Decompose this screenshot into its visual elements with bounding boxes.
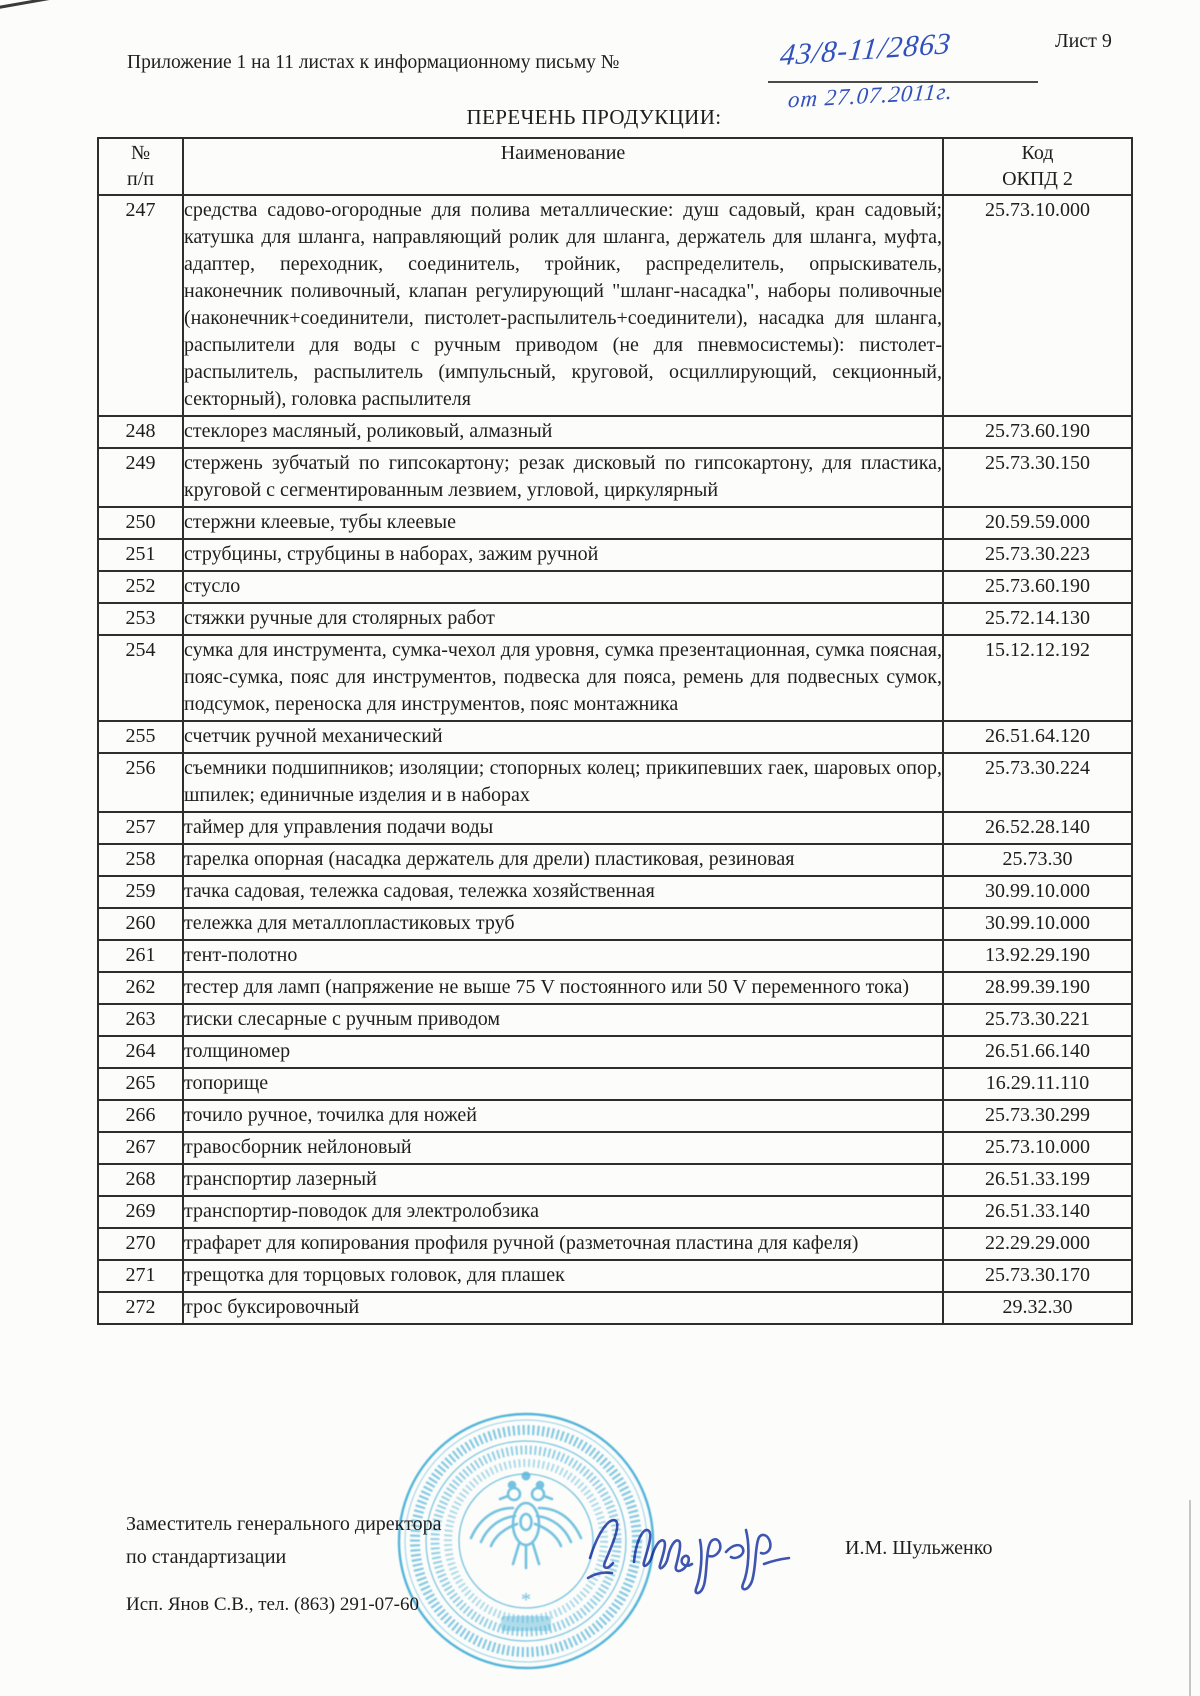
table-row (98, 1260, 1132, 1292)
cell-code: 13.92.29.190 (943, 940, 1132, 972)
cell-code: 16.29.11.110 (943, 1068, 1132, 1100)
executor-contact: Исп. Янов С.В., тел. (863) 291-07-60 (126, 1594, 420, 1615)
handwritten-date: от 27.07.2011г. (787, 78, 955, 113)
cell-num: 266 (98, 1100, 183, 1132)
cell-num: 255 (98, 721, 183, 753)
cell-code: 30.99.10.000 (943, 876, 1132, 908)
cell-code: 25.73.60.190 (943, 416, 1132, 448)
column-header-name (183, 138, 943, 195)
cell-num: 250 (98, 507, 183, 539)
cell-name: счетчик ручной механический (183, 721, 943, 753)
signer-name: И.М. Шульженко (845, 1537, 993, 1559)
column-header-num-line2: п/п (127, 168, 154, 190)
table-row (98, 908, 1132, 940)
table-row (98, 1100, 1132, 1132)
signature (578, 1492, 793, 1600)
table-row (98, 539, 1132, 571)
table-row (98, 1004, 1132, 1036)
table-header-row (98, 138, 1132, 195)
cell-num: 257 (98, 812, 183, 844)
table-row (98, 876, 1132, 908)
cell-name: сумка для инструмента, сумка-чехол для уровня, сумка презентационная, сумка поясная, пояс-сумка, пояс для инструментов, подвеска для пояса, ремень для подвесных сумок, подсумок, переноска для инструментов, пояс монтажника (183, 635, 943, 721)
cell-name: стяжки ручные для столярных работ (183, 603, 943, 635)
eagle-emblem (471, 1473, 581, 1568)
cell-code: 25.73.30.221 (943, 1004, 1132, 1036)
cell-code: 25.73.60.190 (943, 571, 1132, 603)
table-row (98, 195, 1132, 416)
cell-name: стеклорез масляный, роликовый, алмазный (183, 416, 943, 448)
cell-num: 252 (98, 571, 183, 603)
cell-name: стержни клеевые, тубы клеевые (183, 507, 943, 539)
cell-name: средства садово-огородные для полива металлические: душ садовый, кран садовый; катушка для шланга, направляющий ролик для шланга, держатель для шланга, муфта, адаптер, переходник, соединитель, тройник, распределитель, опрыскиватель, наконечник поливочный, клапан регулирующий "шланг-насадка", наборы поливочные (наконечник+соединители, пистолет-распылитель+соединители), насадка для шланга, распылители для воды с ручным приводом (не для пневмосистемы): пистолет-распылитель, распылитель (импульсный, круговой, осциллирующий, секционный, секторный), головка распылителя (183, 195, 943, 416)
table-row (98, 972, 1132, 1004)
product-table (97, 137, 1133, 1325)
table-row (98, 603, 1132, 635)
cell-code: 25.73.30.299 (943, 1100, 1132, 1132)
cell-code: 20.59.59.000 (943, 507, 1132, 539)
table-row (98, 416, 1132, 448)
table-row (98, 844, 1132, 876)
cell-name: травосборник нейлоновый (183, 1132, 943, 1164)
table-row (98, 1228, 1132, 1260)
signer-position-line2: по стандартизации (126, 1546, 287, 1568)
table-row (98, 507, 1132, 539)
table-row (98, 448, 1132, 507)
cell-num: 254 (98, 635, 183, 721)
table-row (98, 940, 1132, 972)
cell-name: стержень зубчатый по гипсокартону; резак дисковый по гипсокартону, для пластика, круговой с сегментированным лезвием, угловой, циркулярный (183, 448, 943, 507)
cell-num: 270 (98, 1228, 183, 1260)
table-row (98, 1068, 1132, 1100)
cell-code: 15.12.12.192 (943, 635, 1132, 721)
table-row (98, 753, 1132, 812)
table-row (98, 635, 1132, 721)
cell-num: 258 (98, 844, 183, 876)
cell-name: трос буксировочный (183, 1292, 943, 1324)
cell-name: тачка садовая, тележка садовая, тележка хозяйственная (183, 876, 943, 908)
cell-code: 25.73.30 (943, 844, 1132, 876)
cell-name: тележка для металлопластиковых труб (183, 908, 943, 940)
cell-name: таймер для управления подачи воды (183, 812, 943, 844)
table-row (98, 571, 1132, 603)
cell-code: 26.51.33.140 (943, 1196, 1132, 1228)
table-row (98, 1196, 1132, 1228)
handwritten-letter-number: 43/8-11/2863 (778, 26, 954, 73)
cell-name: трещотка для торцовых головок, для плашек (183, 1260, 943, 1292)
cell-code: 25.72.14.130 (943, 603, 1132, 635)
cell-code: 29.32.30 (943, 1292, 1132, 1324)
sheet-number: Лист 9 (1055, 30, 1112, 52)
cell-name: тестер для ламп (напряжение не выше 75 V постоянного или 50 V переменного тока) (183, 972, 943, 1004)
cell-code: 26.52.28.140 (943, 812, 1132, 844)
cell-num: 267 (98, 1132, 183, 1164)
table-row (98, 812, 1132, 844)
cell-code: 22.29.29.000 (943, 1228, 1132, 1260)
appendix-header-line: Приложение 1 на 11 листах к информационному письму № (127, 52, 620, 73)
cell-name: тиски слесарные с ручным приводом (183, 1004, 943, 1036)
cell-name: съемники подшипников; изоляции; стопорных колец; прикипевших гаек, шаровых опор, шпилек; единичные изделия и в наборах (183, 753, 943, 812)
svg-text:*: * (521, 1589, 531, 1611)
cell-num: 263 (98, 1004, 183, 1036)
cell-num: 261 (98, 940, 183, 972)
cell-code: 25.73.10.000 (943, 195, 1132, 416)
cell-code: 25.73.10.000 (943, 1132, 1132, 1164)
cell-num: 262 (98, 972, 183, 1004)
scan-artifact-corner (0, 0, 50, 10)
cell-num: 260 (98, 908, 183, 940)
column-header-num (98, 138, 183, 195)
cell-num: 272 (98, 1292, 183, 1324)
cell-code: 26.51.64.120 (943, 721, 1132, 753)
column-header-code-line1: Код (1021, 142, 1054, 164)
cell-num: 265 (98, 1068, 183, 1100)
column-header-code (943, 138, 1132, 195)
cell-code: 25.73.30.224 (943, 753, 1132, 812)
cell-name: тарелка опорная (насадка держатель для дрели) пластиковая, резиновая (183, 844, 943, 876)
cell-name: транспортир-поводок для электролобзика (183, 1196, 943, 1228)
table-row (98, 1132, 1132, 1164)
table-row (98, 1036, 1132, 1068)
column-header-num-line1: № (130, 142, 151, 164)
column-header-code-line2: ОКПД 2 (1002, 168, 1073, 190)
cell-name: точило ручное, точилка для ножей (183, 1100, 943, 1132)
column-header-name-label: Наименование (500, 142, 626, 164)
cell-name: толщиномер (183, 1036, 943, 1068)
cell-name: транспортир лазерный (183, 1164, 943, 1196)
table-row (98, 721, 1132, 753)
cell-name: трафарет для копирования профиля ручной (разметочная пластина для кафеля) (183, 1228, 943, 1260)
cell-num: 247 (98, 195, 183, 416)
cell-num: 249 (98, 448, 183, 507)
cell-name: струбцины, струбцины в наборах, зажим ручной (183, 539, 943, 571)
signer-position-line1: Заместитель генерального директора (126, 1513, 442, 1535)
cell-name: тент-полотно (183, 940, 943, 972)
cell-num: 264 (98, 1036, 183, 1068)
table-row (98, 1292, 1132, 1324)
cell-code: 26.51.66.140 (943, 1036, 1132, 1068)
cell-num: 259 (98, 876, 183, 908)
cell-code: 26.51.33.199 (943, 1164, 1132, 1196)
document-title: ПЕРЕЧЕНЬ ПРОДУКЦИИ: (466, 105, 722, 129)
cell-name: топорище (183, 1068, 943, 1100)
cell-num: 268 (98, 1164, 183, 1196)
scan-artifact-right-edge (1189, 1500, 1191, 1696)
cell-name: стусло (183, 571, 943, 603)
cell-code: 25.73.30.223 (943, 539, 1132, 571)
cell-num: 253 (98, 603, 183, 635)
cell-code: 30.99.10.000 (943, 908, 1132, 940)
table-row (98, 1164, 1132, 1196)
cell-code: 28.99.39.190 (943, 972, 1132, 1004)
cell-num: 256 (98, 753, 183, 812)
product-table-body (98, 195, 1132, 1324)
cell-code: 25.73.30.170 (943, 1260, 1132, 1292)
cell-code: 25.73.30.150 (943, 448, 1132, 507)
cell-num: 269 (98, 1196, 183, 1228)
cell-num: 248 (98, 416, 183, 448)
cell-num: 271 (98, 1260, 183, 1292)
cell-num: 251 (98, 539, 183, 571)
